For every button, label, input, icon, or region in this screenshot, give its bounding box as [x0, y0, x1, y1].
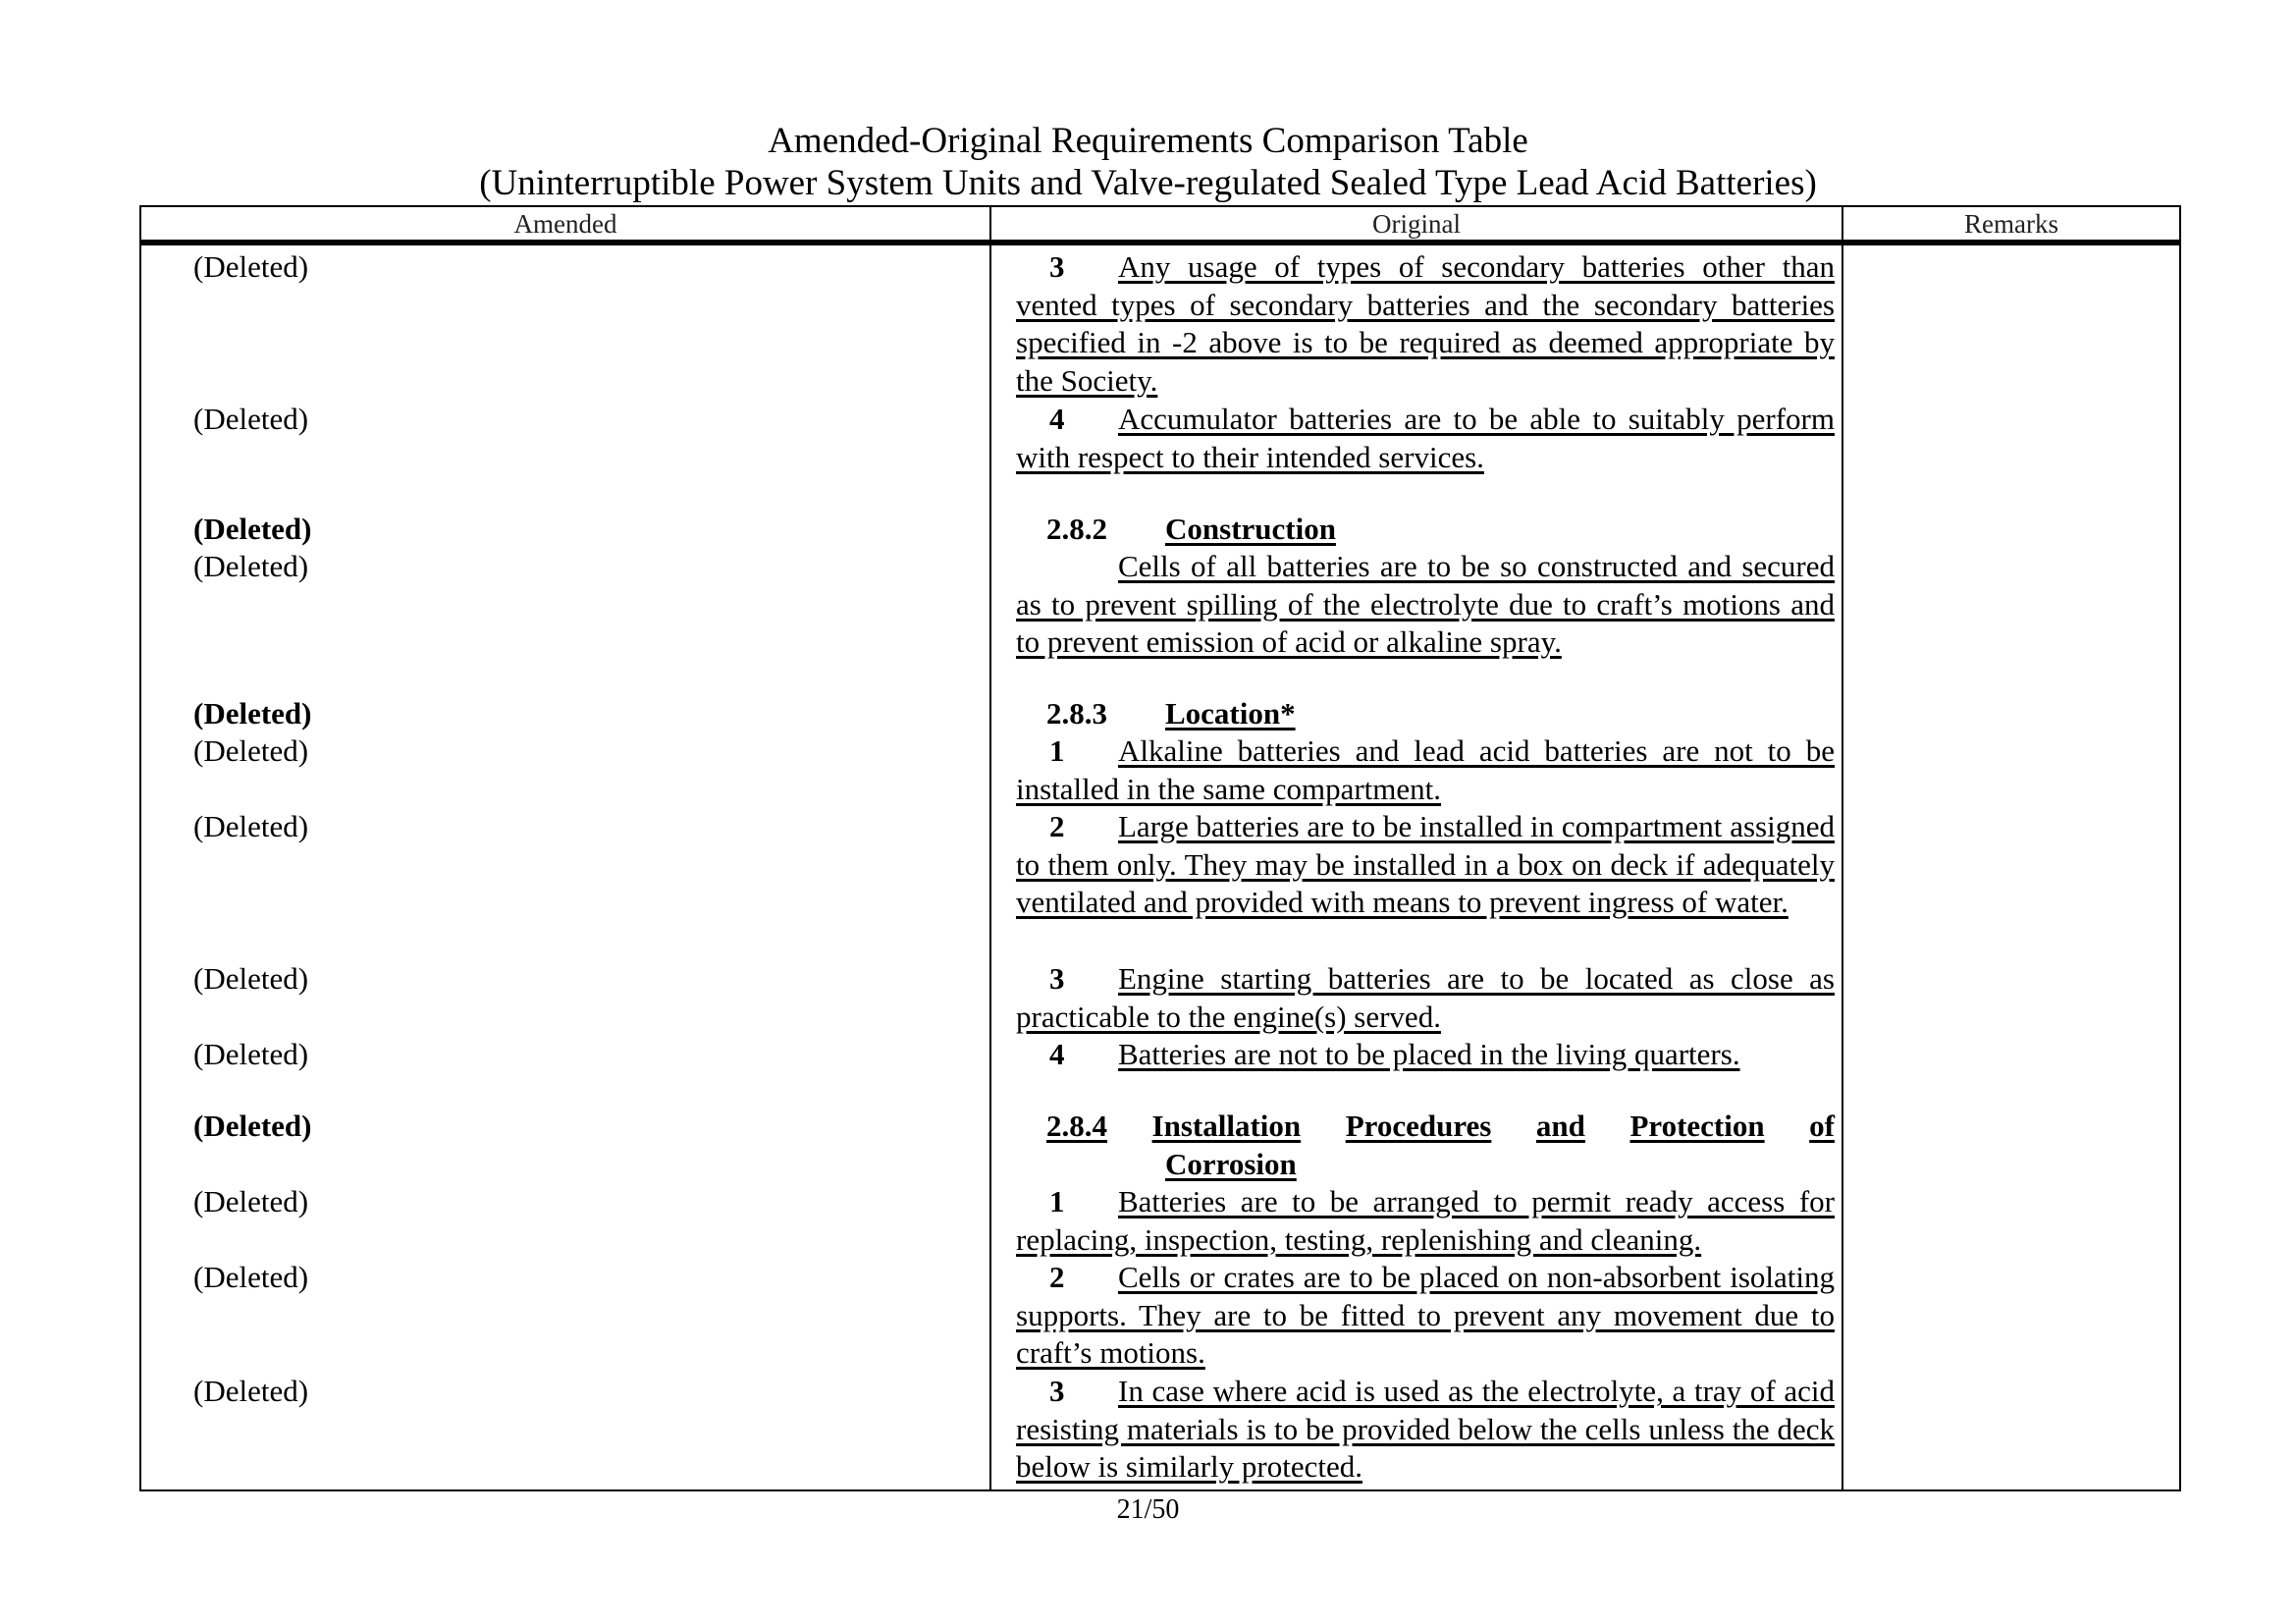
- original-location-1: [1016, 732, 1835, 808]
- paragraph-number: 3: [1049, 249, 1065, 284]
- paragraph-number: 4: [1049, 402, 1065, 436]
- section-title: Construction: [1165, 512, 1336, 546]
- amended-deleted-7: (Deleted): [193, 1037, 309, 1071]
- column-divider-2: [1842, 205, 1843, 1491]
- amended-deleted-heading-283: (Deleted): [193, 696, 312, 731]
- section-number: 2.8.2: [1046, 512, 1107, 546]
- section-title-word: Protection: [1629, 1109, 1765, 1143]
- paragraph-number: 4: [1049, 1037, 1065, 1071]
- original-installation-3: [1016, 1373, 1835, 1487]
- paragraph-text: In case where acid is used as the electrolyte, a tray of acid resisting materials is to be provided below the cells unless the deck below is similarly protected.: [1016, 1374, 1835, 1485]
- section-heading-2-8-3: [1046, 695, 1296, 733]
- column-header-amended: Amended: [513, 209, 617, 239]
- paragraph-text: Cells of all batteries are to be so constructed and secured as to prevent spilling of the electrolyte due to craft’s motions and to prevent emission of acid or alkaline spray.: [1016, 549, 1835, 660]
- amended-deleted-9: (Deleted): [193, 1260, 309, 1294]
- section-title-word: Procedures: [1345, 1109, 1492, 1143]
- document-subtitle: (Uninterruptible Power System Units and Valve-regulated Sealed Type Lead Acid Batteries): [479, 163, 1817, 203]
- paragraph-number: 2: [1049, 809, 1065, 843]
- original-installation-1: [1016, 1183, 1835, 1259]
- amended-deleted-6: (Deleted): [193, 961, 309, 996]
- amended-deleted-5: (Deleted): [193, 809, 309, 843]
- section-heading-2-8-4: [1046, 1108, 1835, 1183]
- amended-deleted-2: (Deleted): [193, 402, 309, 436]
- paragraph-text: Batteries are not to be placed in the living quarters.: [1118, 1037, 1740, 1071]
- section-number: 2.8.3: [1046, 696, 1107, 731]
- paragraph-text: Batteries are to be arranged to permit ready access for replacing, inspection, testing, replenishing and cleaning.: [1016, 1184, 1835, 1257]
- amended-deleted-heading-282: (Deleted): [193, 512, 312, 546]
- column-header-original: Original: [1372, 209, 1461, 239]
- paragraph-number: 3: [1049, 1374, 1065, 1408]
- amended-deleted-3: (Deleted): [193, 549, 309, 583]
- original-location-2: [1016, 808, 1835, 922]
- section-title-continued: Corrosion: [1165, 1146, 1297, 1181]
- section-title: Location*: [1165, 696, 1296, 731]
- original-construction-text: [1016, 548, 1835, 662]
- document-title: Amended-Original Requirements Comparison Table: [768, 121, 1528, 161]
- section-title-word: Installation: [1151, 1109, 1302, 1143]
- paragraph-number: 2: [1049, 1260, 1065, 1294]
- section-number: 2.8.4: [1046, 1109, 1107, 1143]
- paragraph-text: Engine starting batteries are to be located as close as practicable to the engine(s) served.: [1016, 961, 1835, 1034]
- amended-deleted-8: (Deleted): [193, 1184, 309, 1218]
- paragraph-number: 1: [1049, 733, 1065, 768]
- amended-deleted-4: (Deleted): [193, 733, 309, 768]
- original-location-4: [1016, 1036, 1835, 1074]
- amended-deleted-10: (Deleted): [193, 1374, 309, 1408]
- column-header-remarks: Remarks: [1964, 209, 2058, 239]
- paragraph-text: Any usage of types of secondary batteries other than vented types of secondary batteries and the secondary batteries specified in -2 above is to be required as deemed appropriate by the Society.: [1016, 249, 1835, 398]
- original-paragraph-3: [1016, 248, 1835, 400]
- paragraph-text: Accumulator batteries are to be able to suitably perform with respect to their intended services.: [1016, 402, 1835, 474]
- original-paragraph-4: [1016, 401, 1835, 476]
- original-installation-2: [1016, 1259, 1835, 1373]
- section-heading-2-8-2: [1046, 511, 1336, 549]
- column-divider-1: [989, 205, 991, 1491]
- section-title-word: and: [1535, 1109, 1585, 1143]
- paragraph-text: Cells or crates are to be placed on non-absorbent isolating supports. They are to be fitted to prevent any movement due to craft’s motions.: [1016, 1260, 1835, 1371]
- paragraph-text: Large batteries are to be installed in compartment assigned to them only. They may be installed in a box on deck if adequately ventilated and provided with means to prevent ingress of water.: [1016, 809, 1835, 920]
- amended-deleted-1: (Deleted): [193, 249, 309, 284]
- paragraph-text: Alkaline batteries and lead acid batteries are not to be installed in the same compartment.: [1016, 733, 1835, 806]
- page-number: 21/50: [1116, 1494, 1180, 1525]
- paragraph-number: 1: [1049, 1184, 1065, 1218]
- original-location-3: [1016, 960, 1835, 1036]
- paragraph-number: 3: [1049, 961, 1065, 996]
- amended-deleted-heading-284: (Deleted): [193, 1109, 312, 1143]
- section-title-word: of: [1809, 1109, 1835, 1143]
